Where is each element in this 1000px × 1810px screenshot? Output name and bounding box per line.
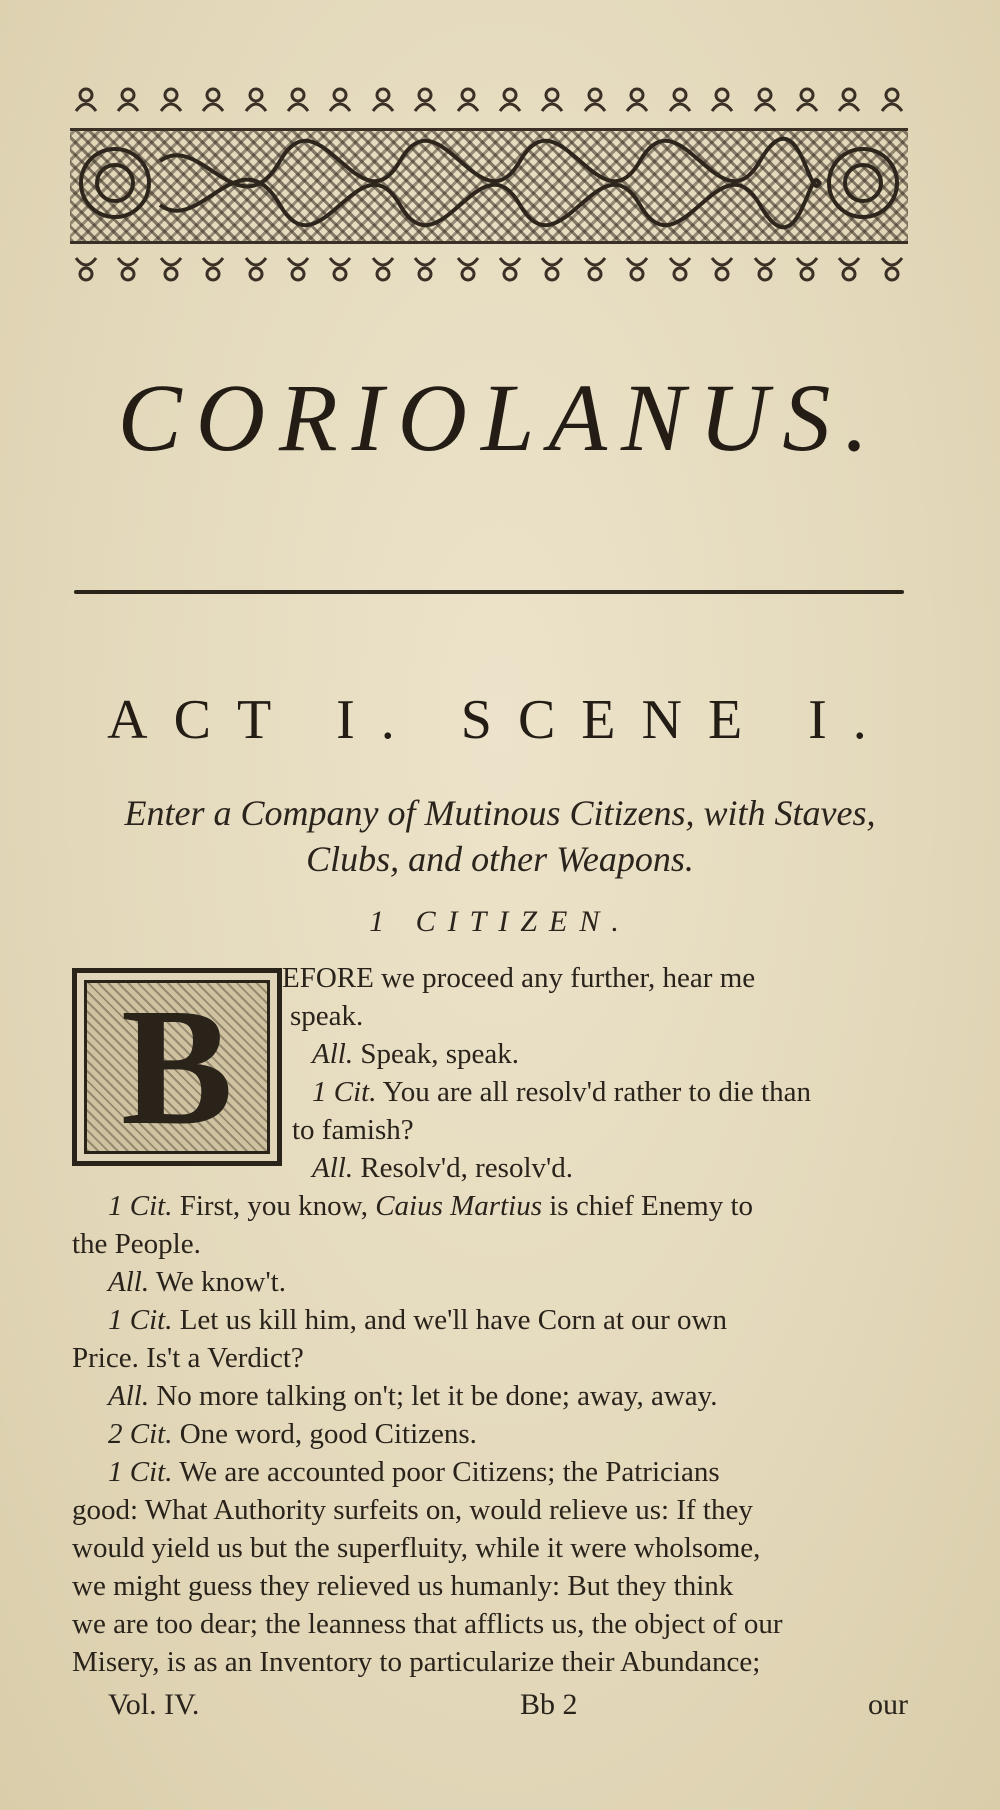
ornament-bottom-row bbox=[70, 250, 908, 290]
scrollwork-icon bbox=[70, 131, 908, 235]
ornament-headpiece bbox=[70, 78, 908, 278]
text-line: Misery, is as an Inventory to particularize their Abundance; bbox=[72, 1646, 761, 1678]
fleuron-icon bbox=[409, 84, 441, 114]
fleuron-icon bbox=[876, 84, 908, 114]
text-line: All. No more talking on't; let it be done; away, away. bbox=[108, 1380, 718, 1412]
speaker-label: All. bbox=[108, 1380, 150, 1412]
fleuron-icon bbox=[749, 84, 781, 114]
fleuron-icon bbox=[155, 255, 187, 285]
stage-direction-line-1: Enter a Company of Mutinous Citizens, with Staves, bbox=[124, 793, 876, 833]
fleuron-icon bbox=[664, 255, 696, 285]
fleuron-icon bbox=[706, 255, 738, 285]
play-title: CORIOLANUS. bbox=[117, 364, 883, 471]
horizontal-rule bbox=[74, 590, 904, 594]
fleuron-icon bbox=[70, 84, 102, 114]
fleuron-icon bbox=[112, 255, 144, 285]
fleuron-icon bbox=[197, 84, 229, 114]
fleuron-icon bbox=[282, 255, 314, 285]
fleuron-icon bbox=[494, 84, 526, 114]
fleuron-icon bbox=[579, 255, 611, 285]
catchword: our bbox=[868, 1688, 908, 1721]
fleuron-icon bbox=[621, 84, 653, 114]
fleuron-icon bbox=[579, 84, 611, 114]
speaker-label: 1 Cit. bbox=[108, 1190, 173, 1222]
act-scene-heading: ACT I. SCENE I. bbox=[107, 689, 893, 751]
fleuron-icon bbox=[70, 255, 102, 285]
text-line: 1 Cit. You are all resolv'd rather to die than bbox=[312, 1076, 811, 1108]
text-line: EFORE we proceed any further, hear me bbox=[282, 962, 756, 994]
text-line: 1 Cit. We are accounted poor Citizens; the Patricians bbox=[108, 1456, 720, 1488]
fleuron-icon bbox=[833, 255, 865, 285]
fleuron-icon bbox=[791, 255, 823, 285]
fleuron-icon bbox=[664, 84, 696, 114]
text-line: All. We know't. bbox=[108, 1266, 286, 1298]
volume-number: Vol. IV. bbox=[108, 1688, 200, 1721]
drop-cap-letter: B bbox=[120, 974, 234, 1160]
text-line: we are too dear; the leanness that afflicts us, the object of our bbox=[72, 1608, 783, 1640]
speaker-label: 1 Cit. bbox=[108, 1456, 173, 1488]
fleuron-icon bbox=[240, 255, 272, 285]
fleuron-icon bbox=[197, 255, 229, 285]
fleuron-icon bbox=[833, 84, 865, 114]
text-line: All. Speak, speak. bbox=[312, 1038, 519, 1070]
fleuron-icon bbox=[536, 255, 568, 285]
fleuron-icon bbox=[452, 255, 484, 285]
fleuron-icon bbox=[536, 84, 568, 114]
ornament-top-row bbox=[70, 78, 908, 120]
fleuron-icon bbox=[155, 84, 187, 114]
fleuron-icon bbox=[324, 255, 356, 285]
fleuron-icon bbox=[282, 84, 314, 114]
text-line: would yield us but the superfluity, while it were wholsome, bbox=[72, 1532, 761, 1564]
text-line: Price. Is't a Verdict? bbox=[72, 1342, 304, 1374]
speaker-label: 1 Cit. bbox=[108, 1304, 173, 1336]
text-line: 1 Cit. First, you know, Caius Martius is chief Enemy to bbox=[108, 1190, 754, 1222]
speaker-label: All. bbox=[312, 1038, 354, 1070]
drop-cap-initial bbox=[72, 968, 282, 1166]
character-name: Caius Martius bbox=[375, 1190, 542, 1222]
fleuron-icon bbox=[409, 255, 441, 285]
fleuron-icon bbox=[621, 255, 653, 285]
fleuron-icon bbox=[876, 255, 908, 285]
text-line: All. Resolv'd, resolv'd. bbox=[312, 1152, 573, 1184]
text-line: speak. bbox=[290, 1000, 364, 1032]
fleuron-icon bbox=[749, 255, 781, 285]
fleuron-icon bbox=[367, 255, 399, 285]
text-line: good: What Authority surfeits on, would relieve us: If they bbox=[72, 1494, 753, 1526]
speaker-label: 2 Cit. bbox=[108, 1418, 173, 1450]
ornament-scroll-band bbox=[70, 128, 908, 244]
text-line: the People. bbox=[72, 1228, 201, 1260]
fleuron-icon bbox=[452, 84, 484, 114]
text-line: 1 Cit. Let us kill him, and we'll have Corn at our own bbox=[108, 1304, 727, 1336]
stage-direction-line-2: Clubs, and other Weapons. bbox=[306, 839, 694, 879]
speaker-label: All. bbox=[312, 1152, 354, 1184]
fleuron-icon bbox=[324, 84, 356, 114]
speaker-label: 1 Cit. bbox=[312, 1076, 377, 1108]
fleuron-icon bbox=[494, 255, 526, 285]
speaker-heading: 1 CITIZEN. bbox=[369, 905, 631, 938]
signature-mark: Bb 2 bbox=[520, 1688, 578, 1721]
fleuron-icon bbox=[240, 84, 272, 114]
text-line: we might guess they relieved us humanly: But they think bbox=[72, 1570, 734, 1602]
text-line: 2 Cit. One word, good Citizens. bbox=[108, 1418, 477, 1450]
fleuron-icon bbox=[791, 84, 823, 114]
text-line: to famish? bbox=[292, 1114, 414, 1146]
fleuron-icon bbox=[367, 84, 399, 114]
stage-direction bbox=[40, 790, 960, 882]
speaker-label: All. bbox=[108, 1266, 150, 1298]
fleuron-icon bbox=[706, 84, 738, 114]
fleuron-icon bbox=[112, 84, 144, 114]
